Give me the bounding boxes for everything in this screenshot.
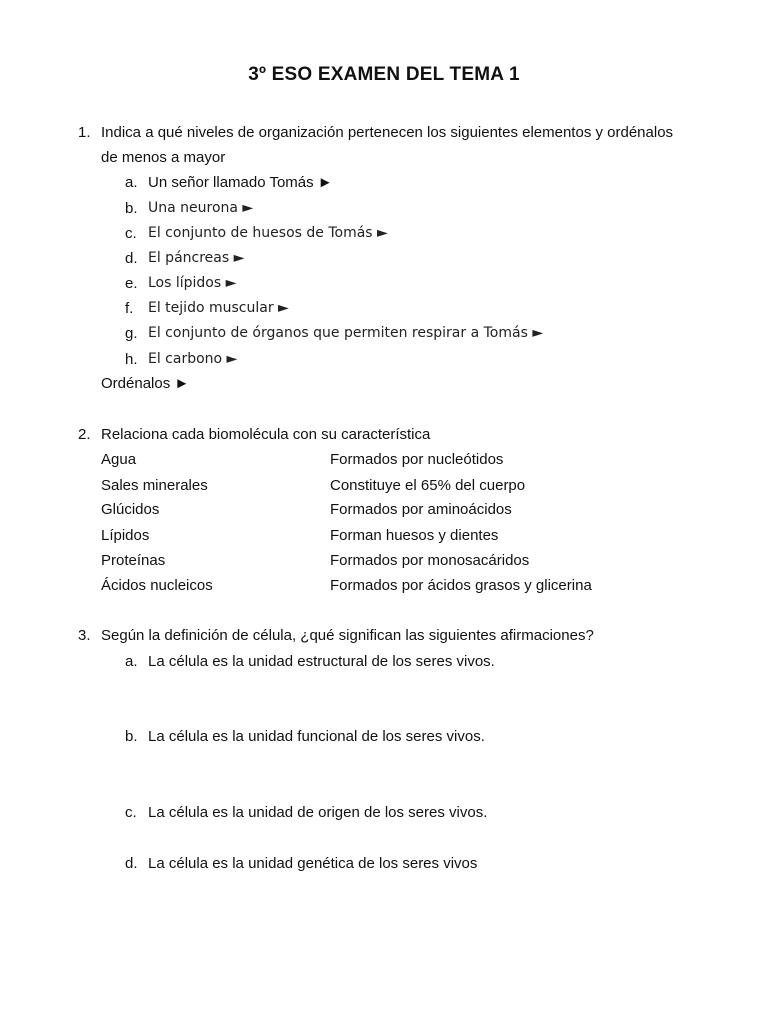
item-text: Los lípidos ►: [148, 275, 237, 291]
characteristic-item: Formados por aminoácidos: [330, 501, 512, 518]
question-number: 2.: [78, 426, 91, 443]
item-letter: b.: [125, 200, 138, 217]
item-text: El conjunto de huesos de Tomás ►: [148, 225, 388, 241]
biomolecule-item: Agua: [101, 451, 137, 468]
question-number: 1.: [78, 124, 91, 141]
statement-letter: d.: [125, 855, 138, 872]
question-number: 3.: [78, 627, 91, 644]
characteristic-item: Formados por nucleótidos: [330, 451, 504, 468]
item-letter: c.: [125, 225, 137, 242]
characteristic-item: Forman huesos y dientes: [330, 527, 499, 544]
statement-letter: c.: [125, 804, 137, 821]
biomolecule-item: Glúcidos: [101, 501, 160, 518]
biomolecule-item: Ácidos nucleicos: [101, 577, 213, 594]
characteristic-item: Constituye el 65% del cuerpo: [330, 477, 526, 494]
item-letter: f.: [125, 300, 134, 317]
item-text: El tejido muscular ►: [148, 300, 289, 316]
question-text: Según la definición de célula, ¿qué significan las siguientes afirmaciones?: [101, 627, 594, 644]
question-text-continued: de menos a mayor: [101, 149, 226, 166]
statement-text: La célula es la unidad estructural de los seres vivos.: [148, 653, 495, 670]
item-letter: e.: [125, 275, 138, 292]
biomolecule-item: Lípidos: [101, 527, 150, 544]
item-text: Una neurona ►: [148, 200, 254, 216]
item-letter: a.: [125, 174, 138, 191]
statement-letter: a.: [125, 653, 138, 670]
biomolecule-item: Sales minerales: [101, 477, 208, 494]
exam-title: 3º ESO EXAMEN DEL TEMA 1: [248, 64, 520, 85]
statement-letter: b.: [125, 728, 138, 745]
characteristic-item: Formados por ácidos grasos y glicerina: [330, 577, 592, 594]
statement-text: La célula es la unidad genética de los seres vivos: [148, 855, 478, 872]
statement-text: La célula es la unidad de origen de los seres vivos.: [148, 804, 488, 821]
item-letter: h.: [125, 351, 138, 368]
item-letter: d.: [125, 250, 138, 267]
statement-text: La célula es la unidad funcional de los seres vivos.: [148, 728, 485, 745]
question-text: Relaciona cada biomolécula con su característica: [101, 426, 431, 443]
item-text: Un señor llamado Tomás ►: [148, 174, 333, 191]
item-letter: g.: [125, 325, 138, 342]
characteristic-item: Formados por monosacáridos: [330, 552, 530, 569]
item-text: El carbono ►: [148, 351, 238, 367]
question-text: Indica a qué niveles de organización pertenecen los siguientes elementos y ordénalos: [101, 124, 674, 141]
item-text: El conjunto de órganos que permiten respirar a Tomás ►: [148, 325, 544, 341]
order-prompt: Ordénalos ►: [101, 375, 190, 392]
biomolecule-item: Proteínas: [101, 552, 166, 569]
item-text: El páncreas ►: [148, 250, 245, 266]
